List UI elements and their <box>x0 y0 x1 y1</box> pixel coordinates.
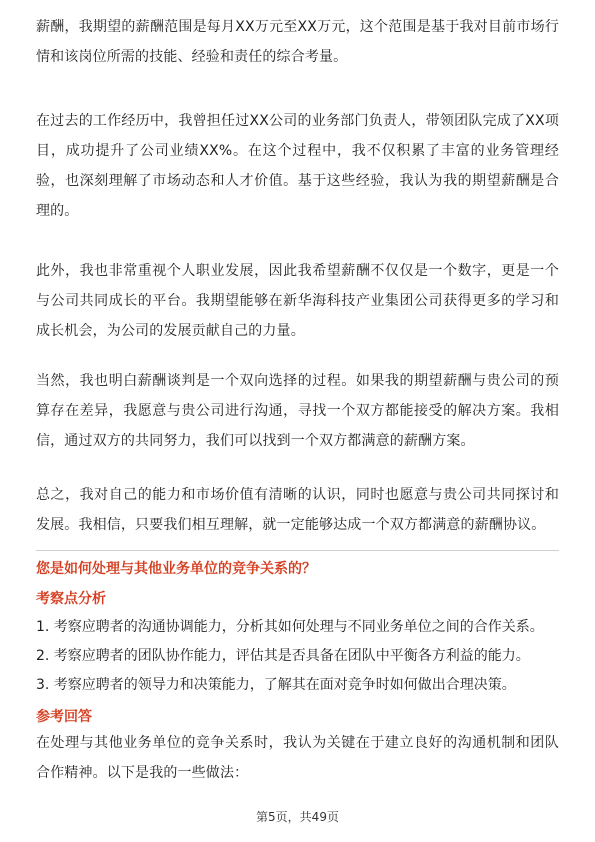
interview-question: 您是如何处理与其他业务单位的竞争关系的？ <box>36 561 316 577</box>
paragraph-conclusion: 总之，我对自己的能力和市场价值有清晰的认识，同时也愿意与贵公司共同探讨和发展。我相信，只要我们相互理解，就一定能够达成一个双方都满意的薪酬协议。 <box>36 487 559 533</box>
paragraph-negotiation: 当然，我也明白薪酬谈判是一个双向选择的过程。如果我的期望薪酬与贵公司的预算存在差异，我愿意与贵公司进行沟通，寻找一个双方都能接受的解决方案。我相信，通过双方的共同努力，我们可以找到一个双方都满意的薪酬方案。 <box>36 373 559 449</box>
section-divider <box>36 550 559 551</box>
paragraph-salary-range: 薪酬，我期望的薪酬范围是每月XX万元至XX万元，这个范围是基于我对目前市场行情和该岗位所需的技能、经验和责任的综合考量。 <box>36 19 559 65</box>
analysis-item: 2. 考察应聘者的团队协作能力，评估其是否具备在团队中平衡各方利益的能力。 <box>36 648 530 664</box>
answer-paragraph: 在处理与其他业务单位的竞争关系时，我认为关键在于建立良好的沟通机制和团队合作精神。以下是我的一些做法： <box>36 735 559 781</box>
analysis-item: 3. 考察应聘者的领导力和决策能力，了解其在面对竞争时如何做出合理决策。 <box>36 677 516 693</box>
answer-heading: 参考回答 <box>36 709 92 725</box>
page-number: 第5页，共49页 <box>256 810 339 824</box>
analysis-heading: 考察点分析 <box>36 591 106 607</box>
paragraph-career-development: 此外，我也非常重视个人职业发展，因此我希望薪酬不仅仅是一个数字，更是一个与公司共同成长的平台。我期望能够在新华海科技产业集团公司获得更多的学习和成长机会，为公司的发展贡献自己的力量。 <box>36 263 559 339</box>
analysis-item: 1. 考察应聘者的沟通协调能力，分析其如何处理与不同业务单位之间的合作关系。 <box>36 619 544 635</box>
paragraph-work-experience: 在过去的工作经历中，我曾担任过XX公司的业务部门负责人，带领团队完成了XX项目，成功提升了公司业绩XX%。在这个过程中，我不仅积累了丰富的业务管理经验，也深刻理解了市场动态和人才价值。基于这些经验，我认为我的期望薪酬是合理的。 <box>36 113 559 219</box>
